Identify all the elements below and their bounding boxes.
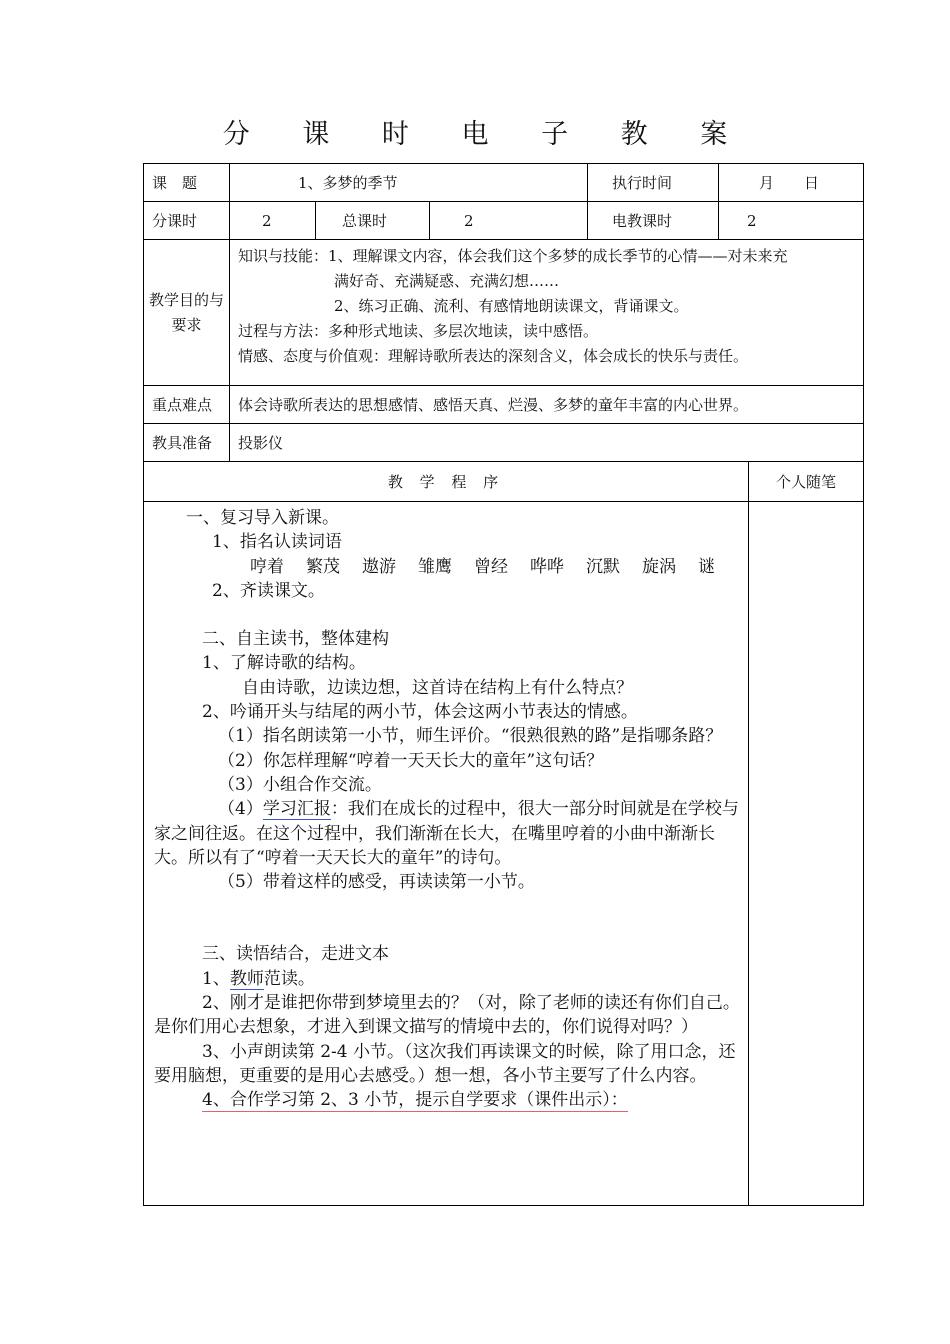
equipment-value: 投影仪 <box>230 424 864 462</box>
word: 雏鹰 <box>418 556 452 577</box>
sessions-row <box>144 202 864 240</box>
goal-knowledge-1a: 知识与技能：1、理解课文内容，体会我们这个多梦的成长季节的心情——对未来充 <box>238 247 788 265</box>
word: 谜 <box>698 556 715 577</box>
s2-item-1: 1、了解诗歌的结构。 <box>202 653 366 674</box>
sessions-label: 分课时 <box>144 202 230 240</box>
s2-item-2b: （2）你怎样理解“哼着一天天长大的童年”这句话？ <box>218 750 604 771</box>
equipment-label: 教具准备 <box>144 424 230 462</box>
page-title: 分 课 时 电 子 教 案 <box>222 119 750 150</box>
goals-label: 教学目的与要求 <box>144 240 230 386</box>
word: 哗哗 <box>530 556 564 577</box>
s2-item-2d-underlined: 学习汇报 <box>262 799 331 820</box>
s3-item-1-underlined: 教师 <box>229 968 264 989</box>
program-body-row <box>144 502 864 1206</box>
s1-item-2: 2、齐读课文。 <box>212 580 325 601</box>
exec-time-label: 执行时间 <box>588 164 719 202</box>
s2-item-1a: 自由诗歌，边读边想，这首诗在结构上有什么特点？ <box>242 677 633 698</box>
s3-item-1-text: 范读。 <box>263 968 315 989</box>
word: 旋涡 <box>642 556 676 577</box>
s2-item-2e: （5）带着这样的感受，再读读第一小节。 <box>218 872 535 893</box>
goals-row <box>144 240 864 386</box>
goal-knowledge-2: 2、练习正确、流利、有感情地朗读课文，背诵课文。 <box>334 297 689 315</box>
total-label: 总课时 <box>316 202 430 240</box>
goal-process: 过程与方法：多种形式地读、多层次地读，读中感悟。 <box>238 322 599 340</box>
s3-item-1-prefix: 1、 <box>202 968 230 989</box>
s3-item-4 <box>154 1088 740 1112</box>
elec-label: 电教课时 <box>588 202 719 240</box>
s2-item-2: 2、吟诵开头与结尾的两小节，体会这两小节表达的情感。 <box>202 702 638 723</box>
s1-item-1: 1、指名认读词语 <box>212 532 342 553</box>
goals-content <box>230 240 864 386</box>
goal-knowledge-1b: 满好奇、充满疑惑、充满幻想…… <box>334 272 560 290</box>
s3-title: 三、读悟结合，走进文本 <box>202 944 389 965</box>
s2-item-2a: （1）指名朗读第一小节，师生评价。“很熟很熟的路”是指哪条路？ <box>218 726 723 747</box>
s3-item-3: 3、小声朗读第 2-4 小节。（这次我们再读课文的时候，除了用口念，还要用脑想，更重要的是用心去感受。）想一想，各小节主要写了什么内容。 <box>154 1041 736 1086</box>
s3-item-2: 2、刚才是谁把你带到梦境里去的？（对，除了老师的读还有你们自己。是你们用心去想象，才进入到课文描写的情境中去的，你们说得对吗？） <box>154 993 740 1038</box>
s2-item-2d-prefix: （4） <box>218 799 263 820</box>
notes-heading: 个人随笔 <box>749 462 864 502</box>
exec-time-value: 月 日 <box>719 164 864 202</box>
s3-item-4-text: 4、合作学习第 2、3 小节，提示自学要求（课件出示）： <box>202 1090 628 1111</box>
keypoints-value: 体会诗歌所表达的思想感情、感悟天真、烂漫、多梦的童年丰富的内心世界。 <box>230 386 864 424</box>
goal-emotion: 情感、态度与价值观：理解诗歌所表达的深刻含义，体会成长的快乐与责任。 <box>238 347 749 365</box>
s2-item-2d <box>154 797 740 870</box>
sessions-value: 2 <box>230 202 316 240</box>
keypoints-label: 重点难点 <box>144 386 230 424</box>
s1-title: 一、复习导入新课。 <box>186 508 339 528</box>
word: 遨游 <box>362 556 396 577</box>
word: 繁茂 <box>306 556 340 577</box>
word: 哼着 <box>250 556 284 577</box>
s3-item-1 <box>154 967 740 991</box>
topic-value: 1、多梦的季节 <box>230 164 588 202</box>
topic-row <box>144 164 864 202</box>
equipment-row <box>144 424 864 462</box>
topic-label: 课 题 <box>144 164 230 202</box>
elec-value: 2 <box>719 202 864 240</box>
word: 沉默 <box>586 556 620 577</box>
program-heading: 教 学 程 序 <box>144 462 749 502</box>
s2-title: 二、自主读书，整体建构 <box>202 629 389 650</box>
program-header-row <box>144 462 864 502</box>
word-list <box>154 555 740 579</box>
program-content <box>144 502 749 1206</box>
total-value: 2 <box>430 202 588 240</box>
s2-item-2c: （3）小组合作交流。 <box>218 774 382 795</box>
s2-item-2d-text: ：我们在成长的过程中，很大一部分时间就是在学校与家之间往返。在这个过程中，我们渐渐在长大，在嘴里哼着的小曲中渐渐长大。所以有了“哼着一天天长大的童年”的诗句。 <box>154 799 739 868</box>
word: 曾经 <box>474 556 508 577</box>
lesson-plan-table <box>143 163 864 1206</box>
notes-cell <box>749 502 864 1206</box>
keypoints-row <box>144 386 864 424</box>
